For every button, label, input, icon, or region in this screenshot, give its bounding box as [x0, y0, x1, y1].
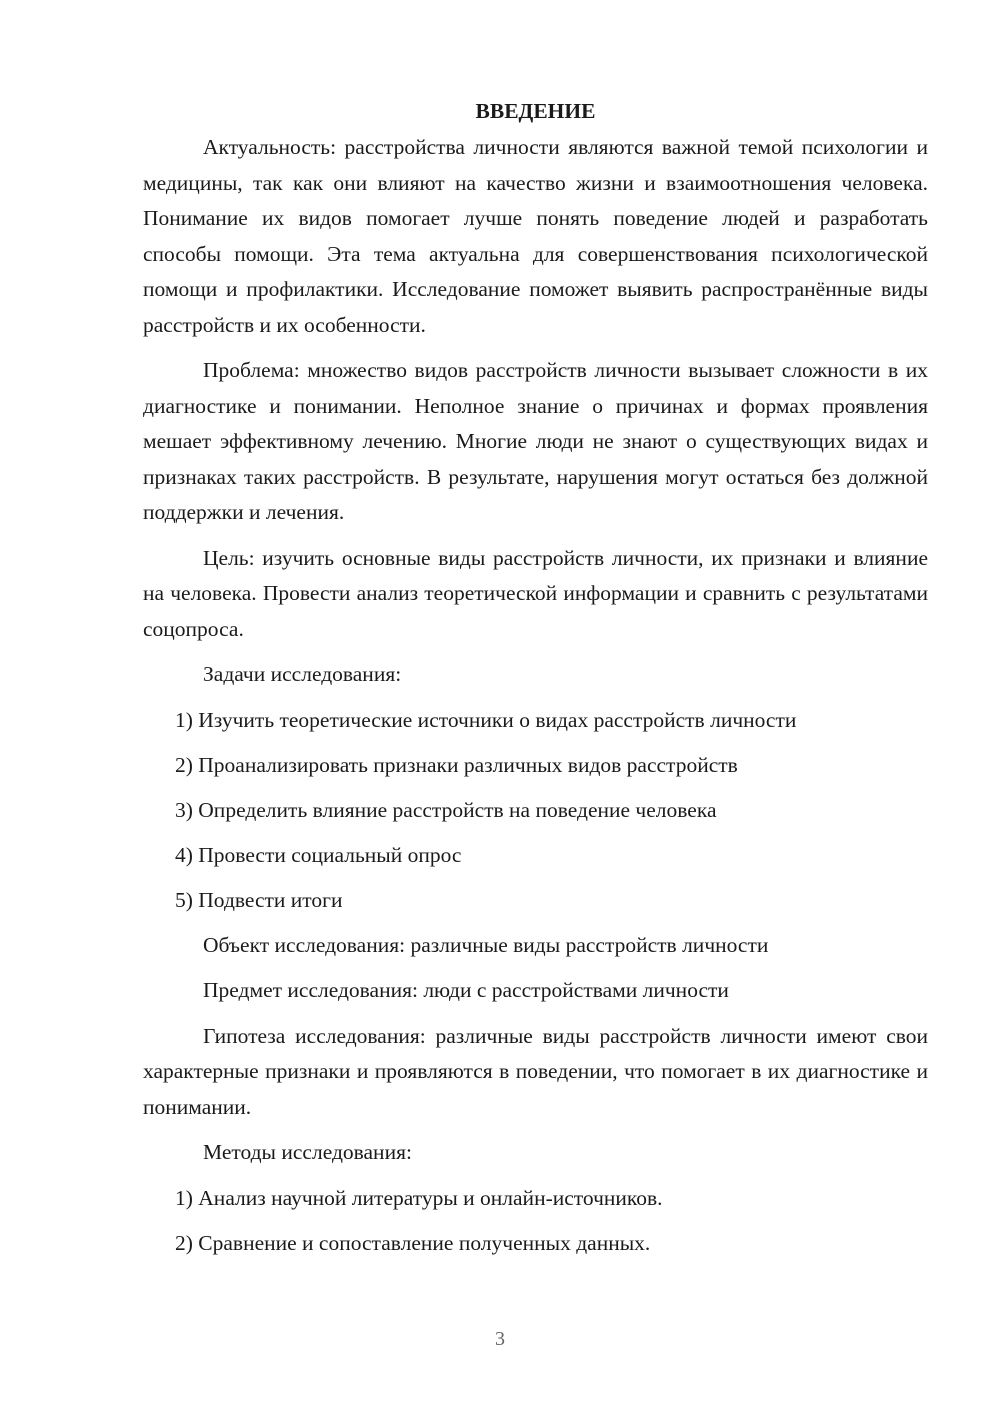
goal-paragraph: Цель: изучить основные виды расстройств личности, их признаки и влияние на человека. Провести анализ теоретической информации и сравнить с результатами соцопроса. [143, 545, 928, 641]
tasks-list [143, 703, 928, 919]
list-item: 4) Провести социальный опрос [175, 842, 462, 867]
page-number: 3 [495, 1328, 505, 1350]
list-item: 1) Анализ научной литературы и онлайн-источников. [175, 1185, 663, 1210]
list-item: 2) Проанализировать признаки различных видов расстройств [175, 752, 738, 777]
document-page [143, 96, 928, 1271]
list-item: 5) Подвести итоги [175, 887, 343, 912]
subject-paragraph: Предмет исследования: люди с расстройствами личности [203, 978, 729, 1002]
tasks-heading: Задачи исследования: [203, 662, 402, 686]
hypothesis-paragraph: Гипотеза исследования: различные виды расстройств личности имеют свои характерные признаки и проявляются в поведении, что помогает в их диагностике и понимании. [143, 1023, 928, 1119]
list-item: 1) Изучить теоретические источники о видах расстройств личности [175, 707, 797, 732]
page-title: ВВЕДЕНИЕ [475, 99, 596, 123]
relevance-paragraph: Актуальность: расстройства личности являются важной темой психологии и медицины, так как они влияют на качество жизни и взаимоотношения человека. Понимание их видов помогает лучше понять поведение людей и разработать способы помощи. Эта тема актуальна для совершенствования психологической помощи и профилактики. Исследование поможет выявить распространённые виды расстройств и их особенности. [143, 135, 928, 337]
list-item: 3) Определить влияние расстройств на поведение человека [175, 797, 717, 822]
problem-paragraph: Проблема: множество видов расстройств личности вызывает сложности в их диагностике и понимании. Неполное знание о причинах и формах проявления мешает эффективному лечению. Многие люди не знают о существующих видах и признаках таких расстройств. В результате, нарушения могут остаться без должной поддержки и лечения. [143, 358, 928, 524]
list-item: 2) Сравнение и сопоставление полученных данных. [175, 1230, 651, 1255]
object-paragraph: Объект исследования: различные виды расстройств личности [203, 932, 769, 957]
methods-heading: Методы исследования: [203, 1140, 412, 1164]
methods-list [143, 1181, 928, 1262]
